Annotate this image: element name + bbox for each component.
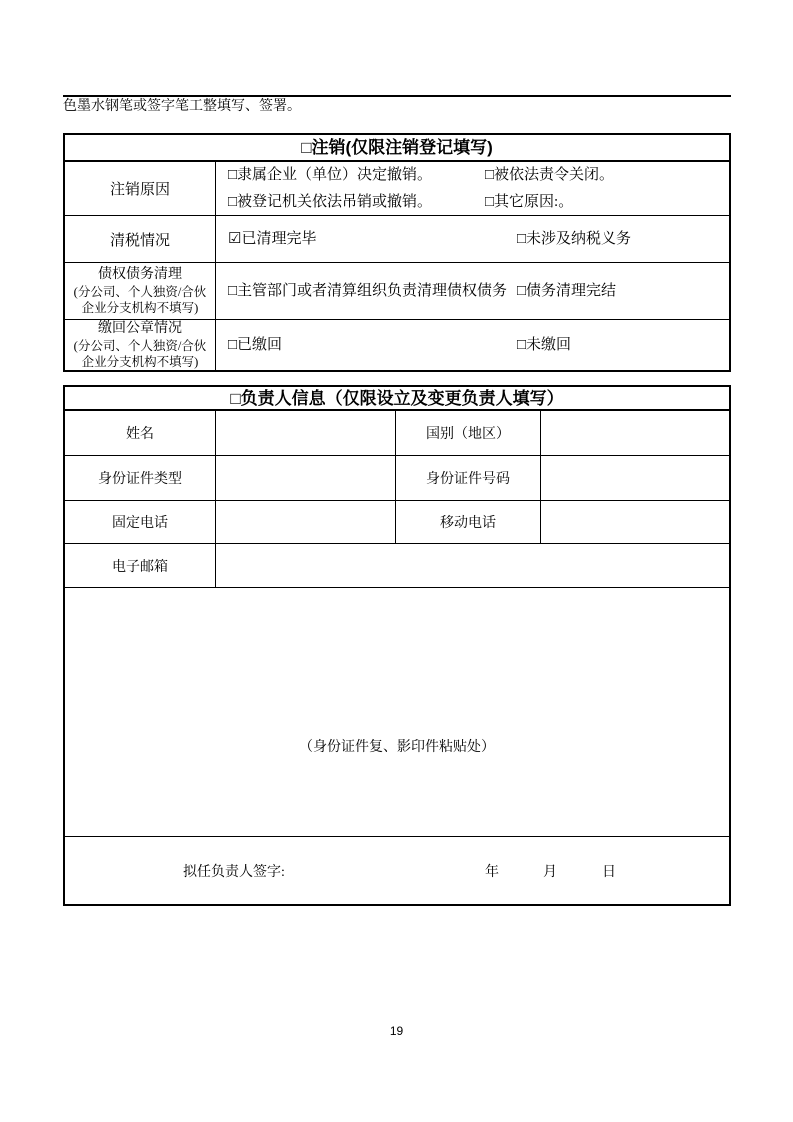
fixed-phone-input-cell[interactable] bbox=[216, 501, 396, 543]
name-country-row bbox=[65, 411, 729, 456]
checkbox-debt-settlement-completed[interactable]: □债务清理完结 bbox=[517, 282, 617, 299]
cancellation-section-title: □注销(仅限注销登记填写) bbox=[65, 135, 729, 162]
page-number: 19 bbox=[389, 1024, 404, 1038]
cancellation-reason-label: 注销原因 bbox=[65, 162, 216, 215]
id-copy-paste-area bbox=[65, 588, 729, 837]
checkbox-ordered-closed-by-law[interactable]: □被依法责令关闭。 bbox=[485, 166, 615, 183]
id-type-number-row bbox=[65, 456, 729, 501]
id-number-input-cell[interactable] bbox=[541, 456, 729, 500]
principal-section bbox=[63, 385, 731, 906]
id-type-label: 身份证件类型 bbox=[65, 456, 216, 500]
mobile-phone-input-cell[interactable] bbox=[541, 501, 729, 543]
name-input-cell[interactable] bbox=[216, 411, 396, 455]
intro-text: 色墨水钢笔或签字笔工整填写、签署。 bbox=[63, 99, 301, 114]
checkbox-seal-returned[interactable]: □已缴回 bbox=[228, 336, 283, 353]
id-number-label: 身份证件号码 bbox=[396, 456, 541, 500]
top-divider bbox=[63, 95, 731, 97]
debt-clearance-row bbox=[65, 263, 729, 320]
cancellation-reason-options bbox=[216, 162, 729, 215]
email-input-cell[interactable] bbox=[216, 544, 729, 587]
phone-row bbox=[65, 501, 729, 544]
email-row bbox=[65, 544, 729, 588]
name-label: 姓名 bbox=[65, 411, 216, 455]
date-month-label: 月 bbox=[543, 864, 557, 880]
checkbox-other-reason[interactable]: □其它原因:。 bbox=[485, 193, 574, 210]
email-label: 电子邮箱 bbox=[65, 544, 216, 587]
date-year-label: 年 bbox=[485, 864, 499, 880]
seal-return-row bbox=[65, 320, 729, 370]
signature-row bbox=[65, 837, 729, 904]
checkbox-tax-cleared-checked[interactable]: ☑已清理完毕 bbox=[228, 230, 317, 247]
signature-label: 拟任负责人签字: bbox=[183, 864, 285, 880]
fixed-phone-label: 固定电话 bbox=[65, 501, 216, 543]
date-day-label: 日 bbox=[602, 864, 616, 880]
debt-clearance-options bbox=[216, 263, 729, 319]
seal-return-options bbox=[216, 320, 729, 370]
checkbox-no-tax-obligation[interactable]: □未涉及纳税义务 bbox=[517, 230, 632, 247]
cancellation-reason-row bbox=[65, 162, 729, 216]
tax-clearance-options bbox=[216, 216, 729, 262]
tax-clearance-label: 清税情况 bbox=[65, 216, 216, 262]
id-copy-paste-note: （身份证件复、影印件粘贴处） bbox=[299, 740, 495, 755]
country-input-cell[interactable] bbox=[541, 411, 729, 455]
debt-clearance-label: 债权债务清理 (分公司、个人独资/合伙 企业分支机构不填写) bbox=[65, 263, 216, 319]
country-label: 国别（地区） bbox=[396, 411, 541, 455]
seal-return-label: 缴回公章情况 (分公司、个人独资/合伙 企业分支机构不填写) bbox=[65, 320, 216, 370]
checkbox-subordinate-enterprise-revoke[interactable]: □隶属企业（单位）决定撤销。 bbox=[228, 166, 433, 183]
checkbox-debt-handled-by-authority[interactable]: □主管部门或者清算组织负责清理债权债务 bbox=[228, 282, 508, 299]
checkbox-seal-not-returned[interactable]: □未缴回 bbox=[517, 336, 572, 353]
mobile-phone-label: 移动电话 bbox=[396, 501, 541, 543]
id-type-input-cell[interactable] bbox=[216, 456, 396, 500]
tax-clearance-row bbox=[65, 216, 729, 263]
checkbox-revoked-by-registration-authority[interactable]: □被登记机关依法吊销或撤销。 bbox=[228, 193, 433, 210]
cancellation-section bbox=[63, 133, 731, 372]
principal-section-title: □负责人信息（仅限设立及变更负责人填写） bbox=[65, 387, 729, 411]
